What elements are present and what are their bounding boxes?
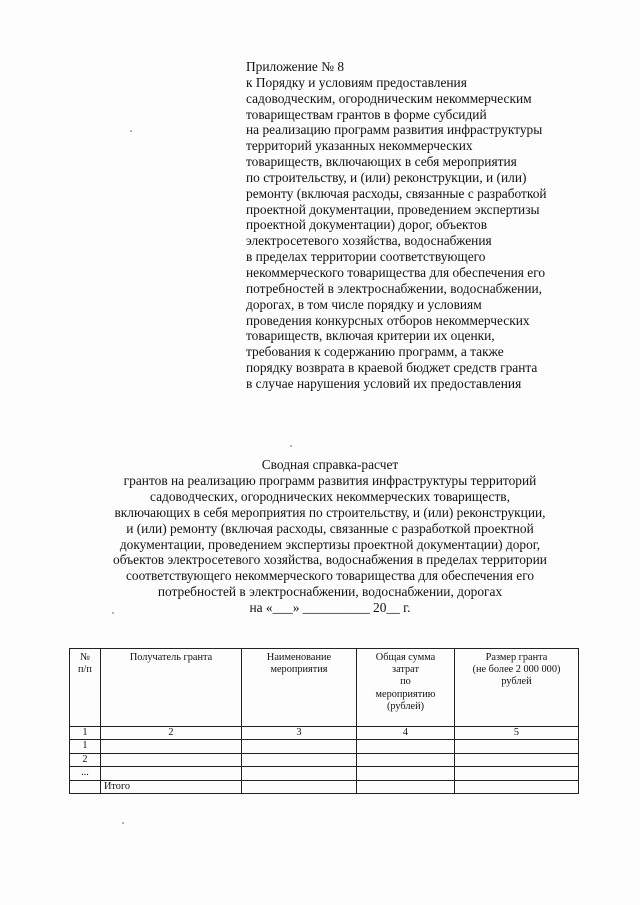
- date-line: на «___» __________ 20__ г.: [249, 600, 411, 616]
- table-cell: [242, 780, 357, 794]
- appendix-line: проведения конкурсных отборов некоммерческих: [246, 312, 530, 328]
- scan-speck: [122, 822, 124, 824]
- appendix-title: Приложение № 8: [246, 59, 345, 74]
- header-recipient: Получатель гранта: [101, 649, 242, 727]
- row-number: 1: [70, 740, 101, 754]
- column-number: 3: [242, 727, 357, 740]
- appendix-line: проектной документации) дорог, объектов: [246, 217, 488, 233]
- header-total-cost: Общая сумма затрат по мероприятию (рублей): [357, 649, 455, 727]
- table-cell: [455, 740, 579, 754]
- scan-speck: [130, 130, 132, 132]
- appendix-line: порядку возврата в краевой бюджет средств гранта: [246, 360, 538, 376]
- table-cell: [70, 780, 101, 794]
- appendix-line: товариществам грантов в форме субсидий: [246, 106, 487, 122]
- table-cell: [357, 767, 455, 781]
- appendix-line: некоммерческого товарищества для обеспечения его: [246, 264, 546, 280]
- appendix-line: товариществ, включая критерии их оценки,: [246, 328, 495, 344]
- appendix-line: товариществ, включающих в себя мероприятия: [246, 154, 517, 170]
- appendix-reference: [246, 59, 626, 392]
- total-row: [70, 780, 579, 794]
- appendix-line: требования к содержанию программ, а также: [246, 344, 504, 360]
- title-line: соответствующего некоммерческого товарищества для обеспечения его: [125, 568, 535, 584]
- header-number: № п/п: [70, 649, 101, 727]
- table-row: [70, 740, 579, 754]
- title-line: и (или) ремонту (включая расходы, связанные с разработкой проектной: [126, 520, 534, 536]
- appendix-line: электросетевого хозяйства, водоснабжения: [246, 233, 492, 249]
- title-line: потребностей в электроснабжении, водоснабжении, дорогах: [157, 584, 503, 600]
- appendix-line: к Порядку и условиям предоставления: [246, 74, 467, 90]
- appendix-line: потребностей в электроснабжении, водоснабжении,: [246, 280, 542, 296]
- title-line: документации, проведением экспертизы проектной документации) дорог,: [119, 536, 541, 552]
- row-number: ...: [70, 767, 101, 781]
- document-title: [60, 457, 600, 616]
- appendix-line: территорий указанных некоммерческих: [246, 138, 473, 154]
- table-cell: [357, 740, 455, 754]
- title-line: грантов на реализацию программ развития инфраструктуры территорий: [123, 472, 537, 488]
- appendix-line: ремонту (включая расходы, связанные с разработкой: [246, 185, 547, 201]
- table-cell: [357, 780, 455, 794]
- table-row: [70, 767, 579, 781]
- title-heading: Сводная справка-расчет: [261, 457, 399, 472]
- appendix-line: по строительству, и (или) реконструкции, и (или): [246, 169, 527, 185]
- header-grant-amount: Размер гранта (не более 2 000 000) рублей: [455, 649, 579, 727]
- table-cell: [101, 767, 242, 781]
- column-number-row: [70, 727, 579, 740]
- appendix-line: на реализацию программ развития инфраструктуры: [246, 122, 543, 138]
- row-number: 2: [70, 753, 101, 767]
- table-cell: [455, 767, 579, 781]
- table-cell: [455, 753, 579, 767]
- appendix-line: садоводческим, огородническим некоммерческим: [246, 90, 532, 106]
- column-number: 5: [455, 727, 579, 740]
- header-activity: Наименование мероприятия: [242, 649, 357, 727]
- title-line: объектов электросетевого хозяйства, водоснабжения в пределах территории: [113, 552, 547, 568]
- table-cell: [242, 767, 357, 781]
- appendix-line: в пределах территории соответствующего: [246, 249, 486, 265]
- total-label: Итого: [101, 780, 242, 794]
- table-cell: [101, 753, 242, 767]
- table-cell: [101, 740, 242, 754]
- title-line: включающих в себя мероприятия по строительству, и (или) реконструкции,: [114, 504, 546, 520]
- appendix-line: проектной документации, проведением экспертизы: [246, 201, 540, 217]
- scan-speck: [290, 445, 292, 447]
- table-row: [70, 753, 579, 767]
- appendix-line: дорогах, в том числе порядку и условиям: [246, 296, 482, 312]
- column-number: 2: [101, 727, 242, 740]
- title-line: садоводческих, огороднических некоммерческих товариществ,: [150, 488, 510, 504]
- table-cell: [242, 753, 357, 767]
- table-header-row: [70, 649, 579, 727]
- table-cell: [357, 753, 455, 767]
- column-number: 1: [70, 727, 101, 740]
- summary-table: [69, 648, 579, 794]
- table-cell: [455, 780, 579, 794]
- appendix-line: в случае нарушения условий их предоставления: [246, 375, 522, 391]
- column-number: 4: [357, 727, 455, 740]
- table-cell: [242, 740, 357, 754]
- scan-speck: [112, 612, 114, 614]
